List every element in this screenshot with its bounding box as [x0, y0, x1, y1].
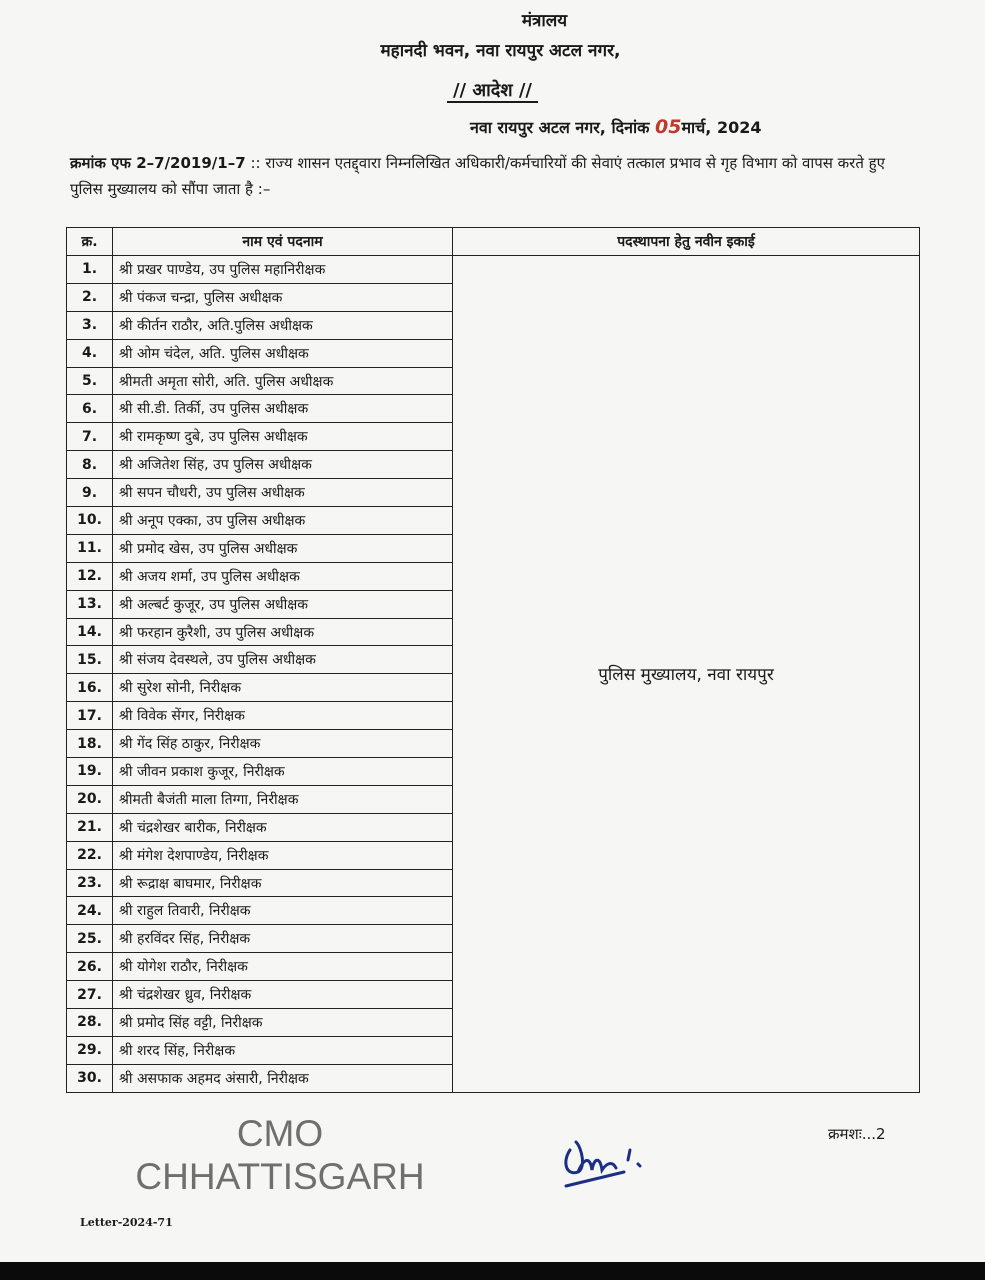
row-serial: 16. — [67, 674, 113, 702]
table-row — [67, 256, 920, 284]
building-address: महानदी भवन, नवा रायपुर अटल नगर, — [380, 41, 621, 61]
row-name-designation: श्री अल्बर्ट कुजूर, उप पुलिस अधीक्षक — [113, 590, 453, 618]
row-name-designation: श्री प्रखर पाण्डेय, उप पुलिस महानिरीक्षक — [113, 256, 453, 284]
watermark-line-2: CHHATTISGARH — [135, 1156, 425, 1197]
row-serial: 21. — [67, 813, 113, 841]
row-name-designation: श्री सुरेश सोनी, निरीक्षक — [113, 674, 453, 702]
row-name-designation: श्री रामकृष्ण दुबे, उप पुलिस अधीक्षक — [113, 423, 453, 451]
order-text: :: राज्य शासन एतद्द्वारा निम्नलिखित अधिकारी/कर्मचारियों की सेवाएं तत्काल प्रभाव से गृह विभाग को वापस करते हुए पुलिस मुख्यालय को सौंपा जाता है :– — [70, 154, 885, 198]
row-serial: 18. — [67, 730, 113, 758]
row-serial: 5. — [67, 367, 113, 395]
row-serial: 14. — [67, 618, 113, 646]
row-name-designation: श्री चंद्रशेखर बारीक, निरीक्षक — [113, 813, 453, 841]
order-heading-text: // आदेश // — [447, 80, 538, 103]
row-name-designation: श्री चंद्रशेखर ध्रुव, निरीक्षक — [113, 981, 453, 1009]
row-name-designation: श्री मंगेश देशपाण्डेय, निरीक्षक — [113, 841, 453, 869]
row-name-designation: श्रीमती बैजंती माला तिग्गा, निरीक्षक — [113, 785, 453, 813]
row-serial: 8. — [67, 451, 113, 479]
order-paragraph — [70, 150, 900, 202]
row-name-designation: श्री हरविंदर सिंह, निरीक्षक — [113, 925, 453, 953]
officer-table — [66, 227, 920, 1093]
row-serial: 3. — [67, 311, 113, 339]
row-serial: 19. — [67, 758, 113, 786]
row-serial: 13. — [67, 590, 113, 618]
dateline-place: नवा रायपुर अटल नगर, दिनांक — [470, 118, 650, 137]
row-serial: 25. — [67, 925, 113, 953]
row-serial: 28. — [67, 1009, 113, 1037]
row-name-designation: श्री रूद्राक्ष बाघमार, निरीक्षक — [113, 869, 453, 897]
watermark — [110, 1112, 450, 1198]
row-name-designation: श्री प्रमोद खेस, उप पुलिस अधीक्षक — [113, 534, 453, 562]
row-name-designation: श्री सपन चौधरी, उप पुलिस अधीक्षक — [113, 479, 453, 507]
row-serial: 15. — [67, 646, 113, 674]
screen-bottom-bar — [0, 1262, 985, 1280]
row-name-designation: श्री कीर्तन राठौर, अति.पुलिस अधीक्षक — [113, 311, 453, 339]
order-heading — [0, 78, 985, 102]
order-number: क्रमांक एफ 2–7/2019/1–7 — [70, 154, 246, 172]
row-name-designation: श्री गेंद सिंह ठाकुर, निरीक्षक — [113, 730, 453, 758]
new-unit-cell: पुलिस मुख्यालय, नवा रायपुर — [453, 256, 920, 1093]
row-name-designation: श्री प्रमोद सिंह वट्टी, निरीक्षक — [113, 1009, 453, 1037]
row-name-designation: श्री विवेक सेंगर, निरीक्षक — [113, 702, 453, 730]
row-name-designation: श्री राहुल तिवारी, निरीक्षक — [113, 897, 453, 925]
row-serial: 23. — [67, 869, 113, 897]
row-serial: 29. — [67, 1036, 113, 1064]
row-name-designation: श्री अनूप एक्का, उप पुलिस अधीक्षक — [113, 507, 453, 535]
row-name-designation: श्री अजितेश सिंह, उप पुलिस अधीक्षक — [113, 451, 453, 479]
row-serial: 2. — [67, 283, 113, 311]
header-new-unit: पदस्थापना हेतु नवीन इकाई — [453, 228, 920, 256]
row-serial: 12. — [67, 562, 113, 590]
dateline — [470, 116, 762, 138]
row-name-designation: श्री ओम चंदेल, अति. पुलिस अधीक्षक — [113, 339, 453, 367]
row-serial: 17. — [67, 702, 113, 730]
row-serial: 9. — [67, 479, 113, 507]
ministry-title: मंत्रालय — [521, 11, 568, 31]
row-name-designation: श्री अजय शर्मा, उप पुलिस अधीक्षक — [113, 562, 453, 590]
row-serial: 7. — [67, 423, 113, 451]
row-serial: 22. — [67, 841, 113, 869]
row-name-designation: श्री योगेश राठौर, निरीक्षक — [113, 953, 453, 981]
watermark-line-1: CMO — [236, 1113, 324, 1154]
row-serial: 10. — [67, 507, 113, 535]
table-body — [67, 256, 920, 1093]
row-serial: 11. — [67, 534, 113, 562]
table-header-row — [67, 228, 920, 256]
header-serial: क्र. — [67, 228, 113, 256]
row-name-designation: श्री फरहान कुरैशी, उप पुलिस अधीक्षक — [113, 618, 453, 646]
dateline-day: 05 — [654, 116, 682, 138]
letter-reference: Letter-2024-71 — [80, 1216, 173, 1229]
continued-marker: क्रमशः...2 — [828, 1125, 886, 1143]
row-name-designation: श्री असफाक अहमद अंसारी, निरीक्षक — [113, 1064, 453, 1092]
row-serial: 26. — [67, 953, 113, 981]
row-name-designation: श्रीमती अमृता सोरी, अति. पुलिस अधीक्षक — [113, 367, 453, 395]
signature-mark — [560, 1128, 660, 1196]
row-name-designation: श्री शरद सिंह, निरीक्षक — [113, 1036, 453, 1064]
row-serial: 27. — [67, 981, 113, 1009]
row-name-designation: श्री जीवन प्रकाश कुजूर, निरीक्षक — [113, 758, 453, 786]
row-serial: 24. — [67, 897, 113, 925]
row-serial: 6. — [67, 395, 113, 423]
row-serial: 1. — [67, 256, 113, 284]
row-name-designation: श्री संजय देवस्थले, उप पुलिस अधीक्षक — [113, 646, 453, 674]
row-serial: 20. — [67, 785, 113, 813]
row-serial: 30. — [67, 1064, 113, 1092]
row-name-designation: श्री पंकज चन्द्रा, पुलिस अधीक्षक — [113, 283, 453, 311]
dateline-month-year: मार्च, 2024 — [681, 118, 762, 137]
header-name-designation: नाम एवं पदनाम — [113, 228, 453, 256]
row-name-designation: श्री सी.डी. तिर्की, उप पुलिस अधीक्षक — [113, 395, 453, 423]
row-serial: 4. — [67, 339, 113, 367]
